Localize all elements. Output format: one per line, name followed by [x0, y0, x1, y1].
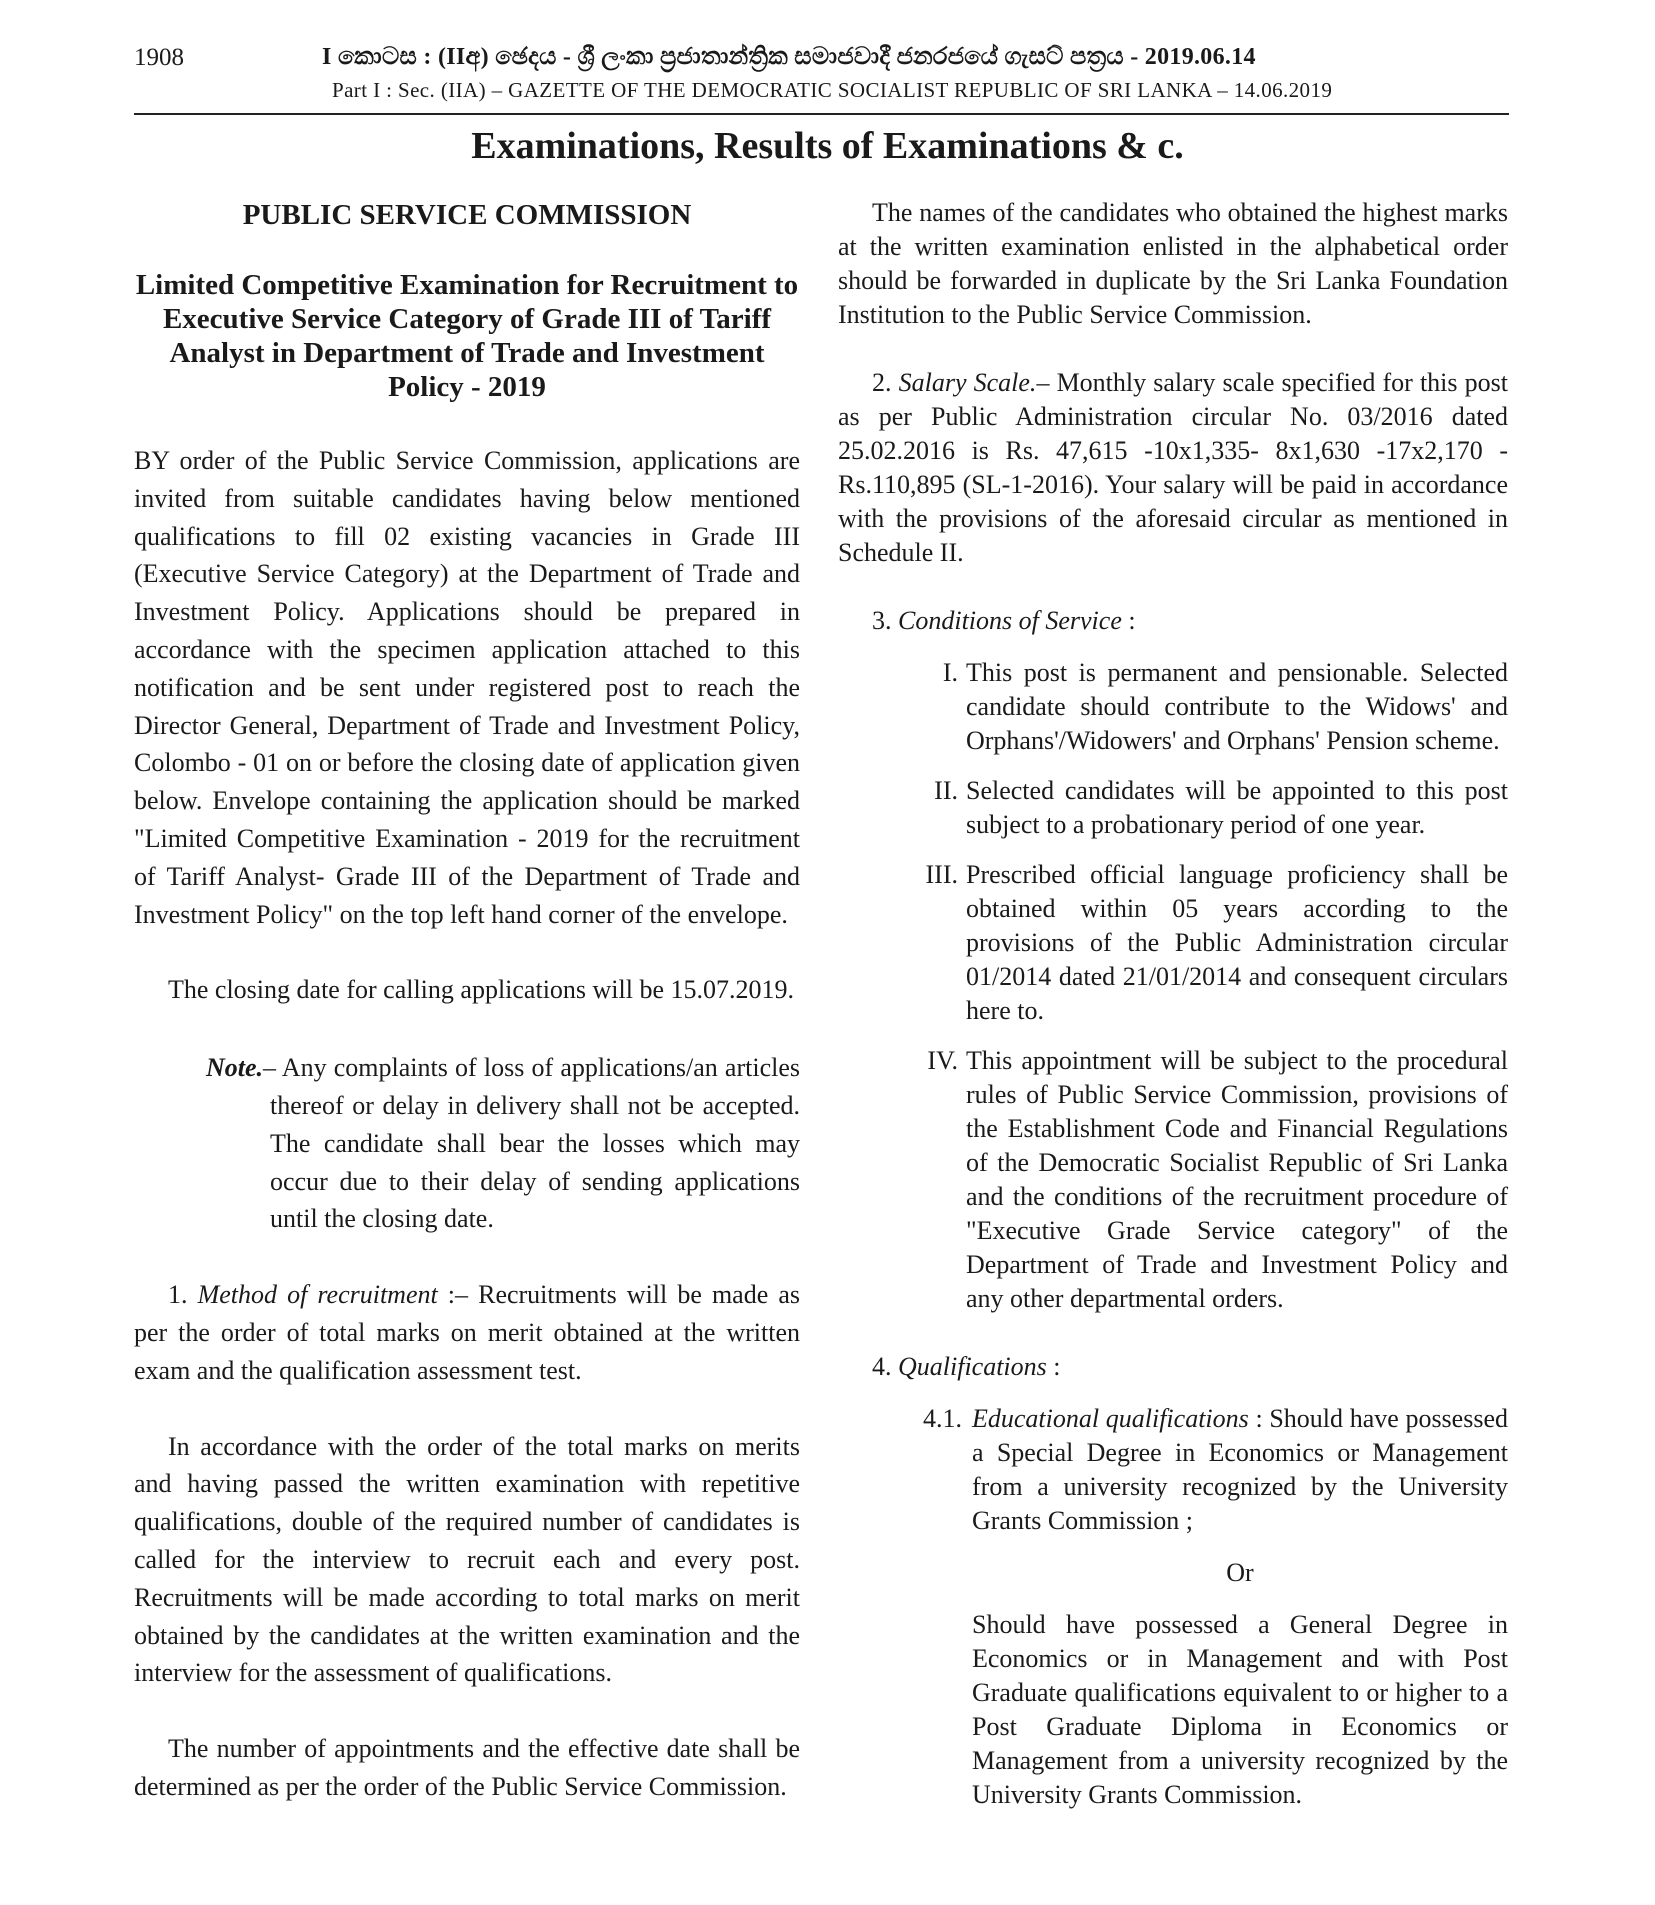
appointments-paragraph: The number of appointments and the effective date shall be determined as per the order of the Public Service Commission. — [134, 1734, 800, 1801]
condition-number: III. — [925, 860, 958, 889]
closing-date-paragraph: The closing date for calling applications will be 15.07.2019. — [168, 975, 795, 1005]
condition-text: Selected candidates will be appointed to this post subject to a probationary period of one year. — [966, 776, 1508, 839]
condition-number: I. — [942, 658, 958, 687]
condition-text: Prescribed official language proficiency shall be obtained within 05 years according to the provisions of the Public Administration circular 01/2014 dated 21/01/2014 and consequent circulars here to. — [966, 860, 1508, 1025]
condition-text: This appointment will be subject to the procedural rules of Public Service Commission, provisions of the Establishment Code and Financial Regulations of the Democratic Socialist Republic of Sri Lanka and the conditions of the recruitment procedure of "Executive Grade Service category" of the Department of Trade and Investment Policy and any other departmental orders. — [966, 1046, 1508, 1313]
names-paragraph: The names of the candidates who obtained the highest marks at the written examination enlisted in the alphabetical order should be forwarded in duplicate by the Sri Lanka Foundation Institution to the Public Service Commission. — [838, 198, 1508, 329]
qualifications-colon: : — [1046, 1352, 1061, 1381]
qualifications-heading — [838, 1350, 1508, 1384]
left-column — [134, 196, 800, 1806]
exam-title: Limited Competitive Examination for Recruitment to Executive Service Category of Grade III of Tariff Analyst in Department of Trade and Investment Policy - 2019 — [135, 269, 799, 403]
educational-qualifications-item — [838, 1402, 1508, 1538]
condition-item — [838, 774, 1508, 842]
method-label: Method of recruitment — [197, 1280, 438, 1310]
header-sinhala: I කොටස : (IIඅ) ඡෙදය - ශ්‍රී ලංකා ප්‍රජාතාන්ත්‍රික සමාජවාදී ජනරජයේ ගැසට් පත්‍රය - 2019.06.14 — [322, 44, 1256, 70]
condition-number: II. — [934, 776, 958, 805]
qualifications-label: Qualifications — [898, 1352, 1047, 1381]
conditions-colon: : — [1121, 606, 1136, 635]
note-paragraph — [206, 1049, 800, 1238]
edu-text-block — [972, 1402, 1508, 1538]
right-column — [838, 196, 1508, 1812]
org-heading: PUBLIC SERVICE COMMISSION — [242, 199, 692, 231]
conditions-label: Conditions of Service — [898, 606, 1122, 635]
salary-label: Salary Scale. — [898, 368, 1037, 397]
condition-item — [838, 858, 1508, 1028]
conditions-number: 3. — [872, 606, 892, 635]
edu-label: Educational qualifications — [972, 1404, 1249, 1433]
condition-number: IV. — [927, 1046, 958, 1075]
salary-number: 2. — [872, 368, 892, 397]
conditions-heading — [838, 604, 1508, 638]
note-text: – Any complaints of loss of applications/an articles thereof or delay in delivery shall not be accepted. The candidate shall bear the losses which may occur due to their delay of sending applications until the closing date. — [263, 1053, 800, 1234]
alternative-qualification: Should have possessed a General Degree in Economics or in Management and with Post Graduate qualifications equivalent to or higher to a Post Graduate Diploma in Economics or Management from a university recognized by the University Grants Commission. — [972, 1610, 1508, 1809]
header-rule — [134, 113, 1509, 115]
section-title: Examinations, Results of Examinations & c. — [471, 125, 1184, 167]
condition-item — [838, 656, 1508, 758]
edu-number: 4.1. — [923, 1404, 962, 1433]
method-number: 1. — [168, 1280, 188, 1310]
edu-text: : Should have possessed a Special Degree in Economics or Management from a university recognized by the University Grants Commission ; — [972, 1404, 1508, 1535]
page-number: 1908 — [134, 44, 184, 71]
intro-paragraph: BY order of the Public Service Commission, applications are invited from suitable candidates having below mentioned qualifications to fill 02 existing vacancies in Grade III (Executive Service Category) at the Department of Trade and Investment Policy. Applications should be prepared in accordance with the specimen application attached to this notification and be sent under registered post to reach the Director General, Department of Trade and Investment Policy, Colombo - 01 on or before the closing date of application given below. Envelope containing the application should be marked "Limited Competitive Examination - 2019 for the recruitment of Tariff Analyst- Grade III of the Department of Trade and Investment Policy" on the top left hand corner of the envelope. — [134, 446, 800, 929]
qualifications-number: 4. — [872, 1352, 892, 1381]
condition-text: This post is permanent and pensionable. Selected candidate should contribute to the Widows' and Orphans'/Widowers' and Orphans' Pension scheme. — [966, 658, 1508, 755]
salary-text: – Monthly salary scale specified for this post as per Public Administration circular No. 03/2016 dated 25.02.2016 is Rs. 47,615 -10x1,335- 8x1,630 -17x2,170 - Rs.110,895 (SL-1-2016). Your salary will be paid in accordance with the provisions of the aforesaid circular as mentioned in Schedule II. — [838, 368, 1508, 567]
salary-paragraph — [838, 366, 1508, 570]
or-separator: Or — [1226, 1558, 1254, 1587]
header-english: Part I : Sec. (IIA) – GAZETTE OF THE DEMOCRATIC SOCIALIST REPUBLIC OF SRI LANKA – 14.06.2019 — [332, 78, 1333, 102]
note-label: Note. — [206, 1053, 264, 1083]
condition-item — [838, 1044, 1508, 1316]
method-text: :– Recruitments will be made as per the order of total marks on merit obtained at the written exam and the qualification assessment test. — [134, 1280, 800, 1385]
accordance-paragraph: In accordance with the order of the total marks on merits and having passed the written examination with repetitive qualifications, double of the required number of candidates is called for the interview to recruit each and every post. Recruitments will be made according to total marks on merit obtained by the candidates at the written examination and the interview for the assessment of qualifications. — [134, 1431, 800, 1688]
method-paragraph — [134, 1276, 800, 1389]
